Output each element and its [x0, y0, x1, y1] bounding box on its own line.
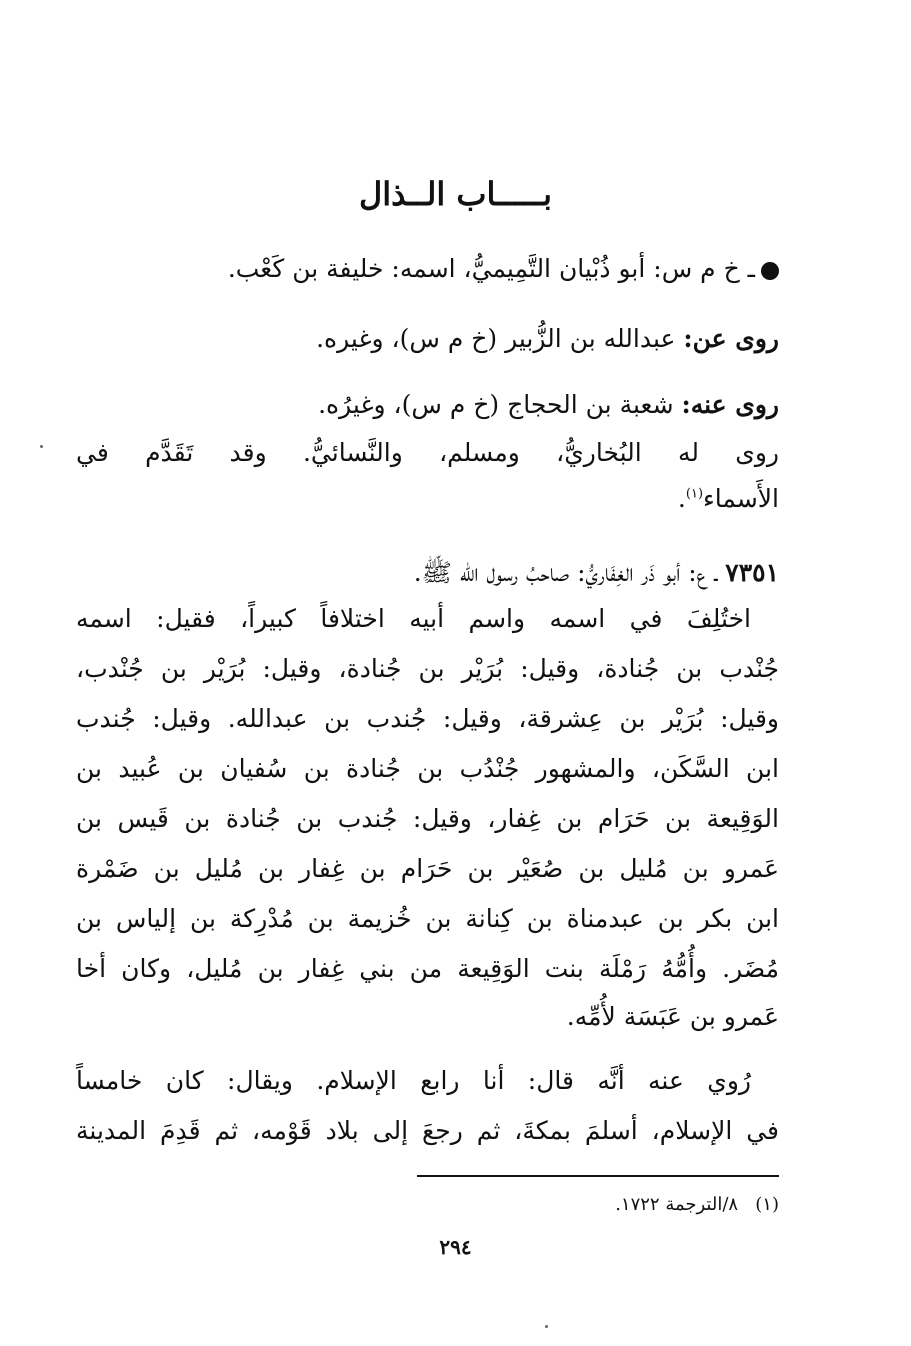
narrated-by-label: روى عنه: [681, 390, 779, 419]
chapter-heading: بـــــاب الــذال [358, 175, 553, 213]
entry2-para1-line7: ابن بكر بن عبدمناة بن كِنانة بن خُزيمة بن مُدْرِكة بن إلياس بن [76, 904, 779, 933]
entry1-line5 [678, 482, 779, 516]
bullet-icon [761, 262, 779, 280]
entry1-line2 [316, 322, 779, 356]
scan-speck [40, 445, 43, 448]
narrated-from-label: روى عن: [683, 324, 779, 353]
entry1-line3 [318, 388, 779, 422]
footnote-marker: (١) [755, 1194, 779, 1215]
scan-speck [545, 1325, 548, 1328]
entry2-para1-line1: اختُلِفَ في اسمه واسم أبيه اختلافاً كبيراً، فقيل: اسمه [76, 604, 751, 633]
entry2-para1-line3: وقيل: بُرَيْر بن عِشرقة، وقيل: جُندب بن عبدالله. وقيل: جُندب [76, 704, 779, 733]
entry-number: ٧٣٥١ [725, 558, 779, 587]
entry2-para1-line4: ابن السَّكَن، والمشهور جُنْدُب بن جُنادة بن سُفيان بن عُبيد بن [76, 754, 779, 783]
entry1-line1 [228, 252, 779, 286]
narrated-by-text: شعبة بن الحجاج (خ م س)، وغيرُه. [318, 390, 682, 419]
page-number: ٢٩٤ [439, 1235, 472, 1259]
footnote [615, 1192, 779, 1218]
footnote-ref: (١) [685, 486, 704, 502]
entry2-para2-line2: في الإسلام، أسلمَ بمكةَ، ثم رجعَ إلى بلاد قَوْمه، ثم قَدِمَ المدينة [76, 1116, 779, 1145]
footnote-divider [417, 1175, 779, 1177]
entry2-title: ـ ع: أبو ذَر الغِفَاريُّ: صاحبُ رسول الله ﷺ. [413, 558, 726, 587]
entry2-para1-line2: جُنْدب بن جُنادة، وقيل: بُرَيْر بن جُنادة، وقيل: بُرَيْر بن جُنْدب، [76, 654, 779, 683]
line-end: . [677, 484, 686, 513]
asma-text: الأَسماء [703, 484, 779, 513]
footnote-text: ٨/الترجمة ١٧٢٢. [615, 1194, 739, 1215]
entry2-para2-line1: رُوي عنه أنَّه قال: أنا رابع الإسلام. ويقال: كان خامساً [76, 1066, 751, 1095]
entry2-para1-line8: مُضَر. وأُمُّهُ رَمْلَة بنت الوَقِيعة من بني غِفار بن مُليل، وكان أخا [76, 954, 779, 983]
entry2-para1-line6: عَمرو بن مُليل بن صُعَيْر بن حَرَام بن غِفار بن مُليل بن ضَمْرة [76, 854, 779, 883]
entry2-para1-line9: عَمرو بن عَبَسَة لأُمِّه. [566, 1002, 779, 1031]
entry1-line4: روى له البُخاريُّ، ومسلم، والنَّسائيُّ. وقد تَقَدَّم في [76, 438, 779, 467]
entry1-title: ـ خ م س: أبو ذُبْيان التَّمِيميُّ، اسمه: خليفة بن كَعْب. [227, 254, 755, 283]
entry2-para1-line5: الوَقِيعة بن حَرَام بن غِفار، وقيل: جُندب بن جُنادة بن قَيس بن [76, 804, 779, 833]
entry2-line1 [414, 556, 779, 590]
narrated-from-text: عبدالله بن الزُّبير (خ م س)، وغيره. [316, 324, 684, 353]
